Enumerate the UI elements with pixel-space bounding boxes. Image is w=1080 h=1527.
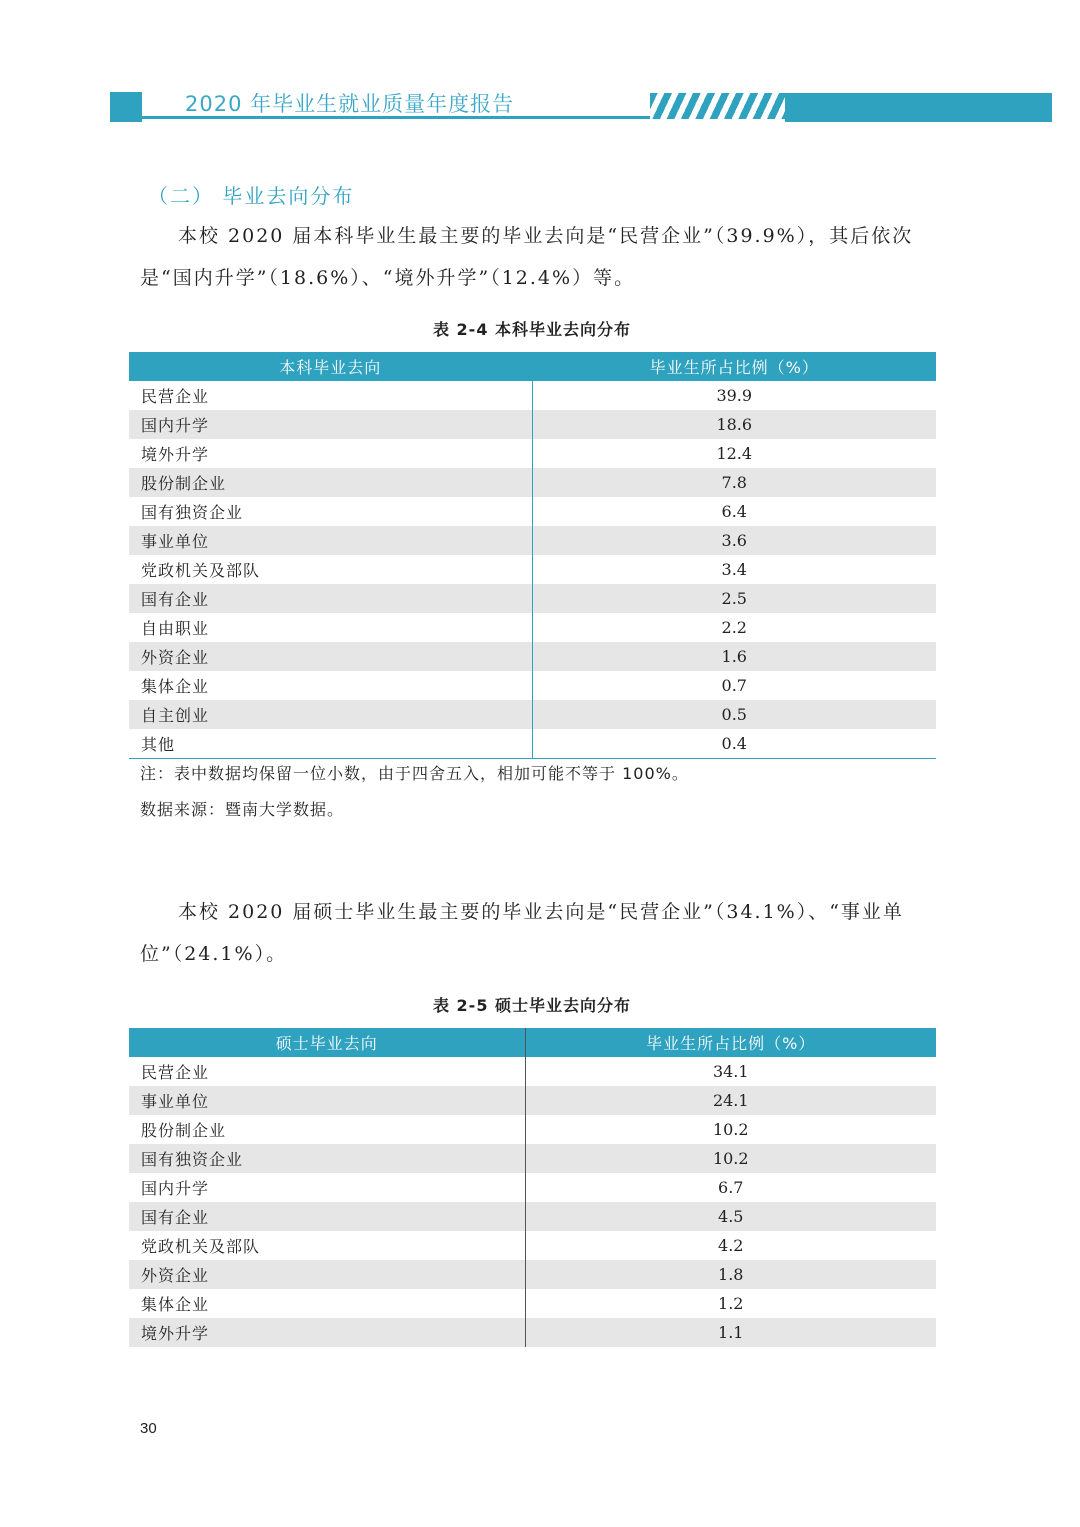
destination-cell: 集体企业 (129, 671, 532, 700)
destination-cell: 外资企业 (129, 1260, 525, 1289)
column-header-destination: 本科毕业去向 (129, 352, 532, 381)
table-row (129, 1231, 936, 1260)
ratio-cell: 2.5 (532, 584, 936, 613)
destination-cell: 股份制企业 (129, 468, 532, 497)
ratio-cell: 1.6 (532, 642, 936, 671)
table-row (129, 410, 936, 439)
table-row (129, 526, 936, 555)
destination-cell: 外资企业 (129, 642, 532, 671)
destination-cell: 党政机关及部队 (129, 555, 532, 584)
destination-cell: 境外升学 (129, 439, 532, 468)
undergraduate-destination-table (129, 352, 936, 759)
table-row (129, 1057, 936, 1086)
table-row (129, 1202, 936, 1231)
section-title: （二） 毕业去向分布 (148, 184, 355, 208)
table-row (129, 497, 936, 526)
data-source: 数据来源：暨南大学数据。 (140, 800, 345, 819)
ratio-cell: 6.7 (525, 1173, 936, 1202)
ratio-cell: 39.9 (532, 381, 936, 410)
ratio-cell: 10.2 (525, 1115, 936, 1144)
ratio-cell: 4.2 (525, 1231, 936, 1260)
table-row (129, 1260, 936, 1289)
table-row (129, 700, 936, 729)
destination-cell: 事业单位 (129, 1086, 525, 1115)
ratio-cell: 1.8 (525, 1260, 936, 1289)
ratio-cell: 18.6 (532, 410, 936, 439)
header-stripe-pattern (650, 93, 790, 119)
page-number: 30 (140, 1420, 157, 1437)
destination-cell: 国有独资企业 (129, 1144, 525, 1173)
ratio-cell: 6.4 (532, 497, 936, 526)
destination-cell: 自主创业 (129, 700, 532, 729)
column-header-destination: 硕士毕业去向 (129, 1028, 525, 1057)
table-caption-undergraduate: 表 2-4 本科毕业去向分布 (432, 320, 632, 339)
master-destination-table (129, 1028, 936, 1347)
column-header-ratio: 毕业生所占比例（%） (525, 1028, 936, 1057)
header-accent-bar (785, 93, 1052, 122)
ratio-cell: 2.2 (532, 613, 936, 642)
table-row (129, 439, 936, 468)
table-row (129, 468, 936, 497)
destination-cell: 国内升学 (129, 1173, 525, 1202)
table-row (129, 381, 936, 410)
destination-cell: 国有企业 (129, 584, 532, 613)
ratio-cell: 24.1 (525, 1086, 936, 1115)
table-row (129, 555, 936, 584)
ratio-cell: 1.2 (525, 1289, 936, 1318)
destination-cell: 境外升学 (129, 1318, 525, 1347)
ratio-cell: 12.4 (532, 439, 936, 468)
table-caption-master: 表 2-5 硕士毕业去向分布 (432, 996, 632, 1015)
header-underline (142, 116, 662, 119)
table-header-row (129, 352, 936, 381)
destination-cell: 集体企业 (129, 1289, 525, 1318)
table-row (129, 729, 936, 759)
table-row (129, 1173, 936, 1202)
destination-cell: 国有独资企业 (129, 497, 532, 526)
table-note: 注：表中数据均保留一位小数，由于四舍五入，相加可能不等于 100%。 (140, 764, 689, 783)
ratio-cell: 0.4 (532, 729, 936, 759)
ratio-cell: 3.4 (532, 555, 936, 584)
destination-cell: 国有企业 (129, 1202, 525, 1231)
ratio-cell: 3.6 (532, 526, 936, 555)
table-row (129, 584, 936, 613)
table-row (129, 1144, 936, 1173)
table-row (129, 1289, 936, 1318)
paragraph-master: 本校 2020 届硕士毕业生最主要的毕业去向是“民营企业”（34.1%）、“事业单位”（24.1%）。 (140, 901, 904, 965)
column-header-ratio: 毕业生所占比例（%） (532, 352, 936, 381)
destination-cell: 民营企业 (129, 381, 532, 410)
destination-cell: 其他 (129, 729, 532, 759)
table-header-row (129, 1028, 936, 1057)
destination-cell: 党政机关及部队 (129, 1231, 525, 1260)
ratio-cell: 34.1 (525, 1057, 936, 1086)
table-row (129, 1086, 936, 1115)
destination-cell: 自由职业 (129, 613, 532, 642)
report-title: 2020 年毕业生就业质量年度报告 (185, 92, 515, 116)
destination-cell: 民营企业 (129, 1057, 525, 1086)
table-row (129, 1115, 936, 1144)
paragraph-undergraduate: 本校 2020 届本科毕业生最主要的毕业去向是“民营企业”（39.9%），其后依次是“国内升学”（18.6%）、“境外升学”（12.4%）等。 (140, 225, 914, 289)
ratio-cell: 4.5 (525, 1202, 936, 1231)
ratio-cell: 0.7 (532, 671, 936, 700)
table-row (129, 671, 936, 700)
table-row (129, 642, 936, 671)
table-row (129, 613, 936, 642)
ratio-cell: 10.2 (525, 1144, 936, 1173)
table-row (129, 1318, 936, 1347)
destination-cell: 股份制企业 (129, 1115, 525, 1144)
destination-cell: 国内升学 (129, 410, 532, 439)
ratio-cell: 1.1 (525, 1318, 936, 1347)
ratio-cell: 7.8 (532, 468, 936, 497)
destination-cell: 事业单位 (129, 526, 532, 555)
header-accent-block (110, 92, 142, 122)
ratio-cell: 0.5 (532, 700, 936, 729)
